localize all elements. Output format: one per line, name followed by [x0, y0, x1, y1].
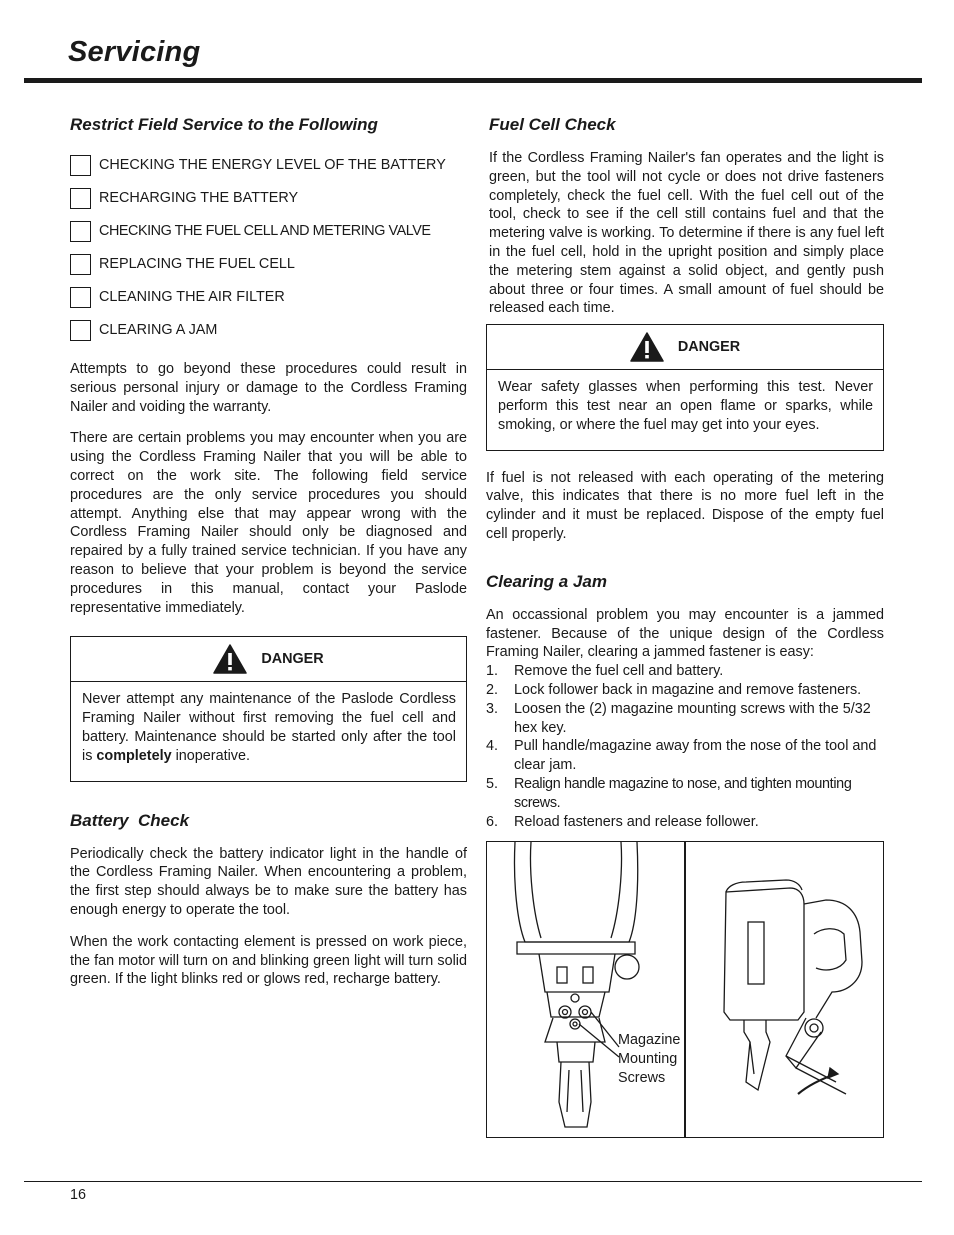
checklist-item — [70, 248, 467, 281]
service-checklist — [70, 149, 467, 347]
restrict-paragraph-2: There are certain problems you may encounter when you are using the Cordless Framing Nailer that you will be able to correct on the work site. The following field service procedures are the only service procedures you should attempt. Anything else that may appear wrong with the Cordless Framing Nailer should only be diagnosed and repaired by a fully trained service technician. If you have any reason to believe that your problem is beyond the service procedures in this manual, contact your Paslode representative immediately. — [70, 430, 467, 616]
checkbox — [70, 221, 91, 242]
page-number: 16 — [70, 1187, 87, 1203]
page-title: Servicing — [68, 36, 201, 68]
danger-text: Never attempt any maintenance of the Paslode Cordless Framing Nailer without first removing the fuel cell and battery. Maintenance should be started only after the tool is completely inoperative. — [82, 691, 456, 764]
checkbox — [70, 155, 91, 176]
jam-step: 4. Pull handle/magazine away from the nose of the tool and clear jam. — [486, 738, 877, 774]
title-rule — [24, 78, 922, 83]
figure-callout: Magazine Mounting Screws — [618, 1032, 681, 1086]
checkbox — [70, 287, 91, 308]
jam-figures — [486, 841, 884, 1138]
checklist-label: REPLACING THE FUEL CELL — [99, 256, 295, 273]
jam-step: 3. Loosen the (2) magazine mounting screws with the 5/32 hex key. — [486, 700, 871, 736]
danger-label: DANGER — [677, 338, 741, 355]
footer-rule — [24, 1181, 922, 1182]
battery-paragraph-2: When the work contacting element is pressed on work piece, the fan motor will turn on and blinking green light will turn solid green. If the light blinks red or glows red, recharge battery. — [70, 933, 467, 988]
checklist-label: CLEARING A JAM — [99, 322, 218, 339]
danger-box-fuel — [486, 324, 884, 450]
checklist-item — [70, 215, 467, 248]
nailer-front-illustration — [487, 842, 690, 1139]
checklist-label: RECHARGING THE BATTERY — [99, 190, 299, 207]
jam-intro: An occassional problem you may encounter is a jammed fastener. Because of the unique design of the Cordless Framing Nailer, clearing a jammed fastener is easy: — [486, 606, 884, 661]
checklist-label: CHECKING THE ENERGY LEVEL OF THE BATTERY — [99, 157, 446, 174]
danger-box-maintenance — [70, 636, 467, 781]
checklist-item — [70, 149, 467, 182]
battery-heading: Battery Check — [70, 810, 190, 830]
checkbox — [70, 254, 91, 275]
jam-step: 1. Remove the fuel cell and battery. — [486, 663, 724, 680]
right-column — [486, 114, 884, 1138]
warning-triangle-icon — [213, 644, 247, 674]
danger-header — [71, 637, 466, 682]
battery-paragraph-1: Periodically check the battery indicator light in the handle of the Cordless Framing Nailer. When encountering a problem, the first step should always be to make sure the battery has enough energy to operate the tool. — [70, 845, 467, 918]
jam-step: 2. Lock follower back in magazine and remove fasteners. — [486, 681, 862, 698]
danger-header — [487, 325, 883, 370]
restrict-paragraph-1: Attempts to go beyond these procedures could result in serious personal injury or damage to the Cordless Framing Nailer and voiding the warranty. — [70, 361, 467, 415]
restrict-heading: Restrict Field Service to the Following — [70, 115, 378, 134]
figure-magazine-screws — [486, 841, 685, 1138]
jam-step: 5. Realign handle magazine to nose, and tighten mounting screws. — [486, 775, 852, 811]
figure-magazine-removal — [685, 841, 884, 1138]
left-column — [70, 114, 467, 1002]
checkbox — [70, 320, 91, 341]
warning-triangle-icon — [630, 332, 664, 362]
fuel-heading: Fuel Cell Check — [489, 115, 616, 134]
jam-step: 6. Reload fasteners and release follower. — [486, 813, 759, 830]
checklist-item — [70, 182, 467, 215]
checklist-label: CLEANING THE AIR FILTER — [99, 289, 285, 306]
nailer-side-illustration — [686, 842, 866, 1139]
checklist-item — [70, 314, 467, 347]
checklist-item — [70, 281, 467, 314]
fuel-paragraph-1: If the Cordless Framing Nailer's fan operates and the light is green, but the tool will not cycle or does not drive fasteners completely, check the fuel cell. With the fuel cell out of the tool, check to see if the cell still contains fuel and that the metering valve is working. To determine if there is any fuel left in the fuel cell, hold in the upright position and simply place the metering stem against a solid object, and gently push about three or four times. A small amount of fuel should be released each time. — [489, 150, 884, 317]
jam-heading: Clearing a Jam — [486, 571, 607, 591]
danger-emphasis: completely — [96, 747, 172, 764]
checkbox — [70, 188, 91, 209]
danger-text: Wear safety glasses when performing this test. Never perform this test near an open flame or sparks, while smoking, or where the fuel may get into your eyes. — [498, 379, 873, 433]
fuel-paragraph-2: If fuel is not released with each operating of the metering valve, this indicates that there is no more fuel left in the cylinder and it must be replaced. Dispose of the empty fuel cell properly. — [486, 469, 884, 542]
checklist-label: CHECKING THE FUEL CELL AND METERING VALVE — [99, 223, 431, 240]
jam-steps — [486, 662, 884, 831]
danger-label: DANGER — [261, 650, 324, 667]
